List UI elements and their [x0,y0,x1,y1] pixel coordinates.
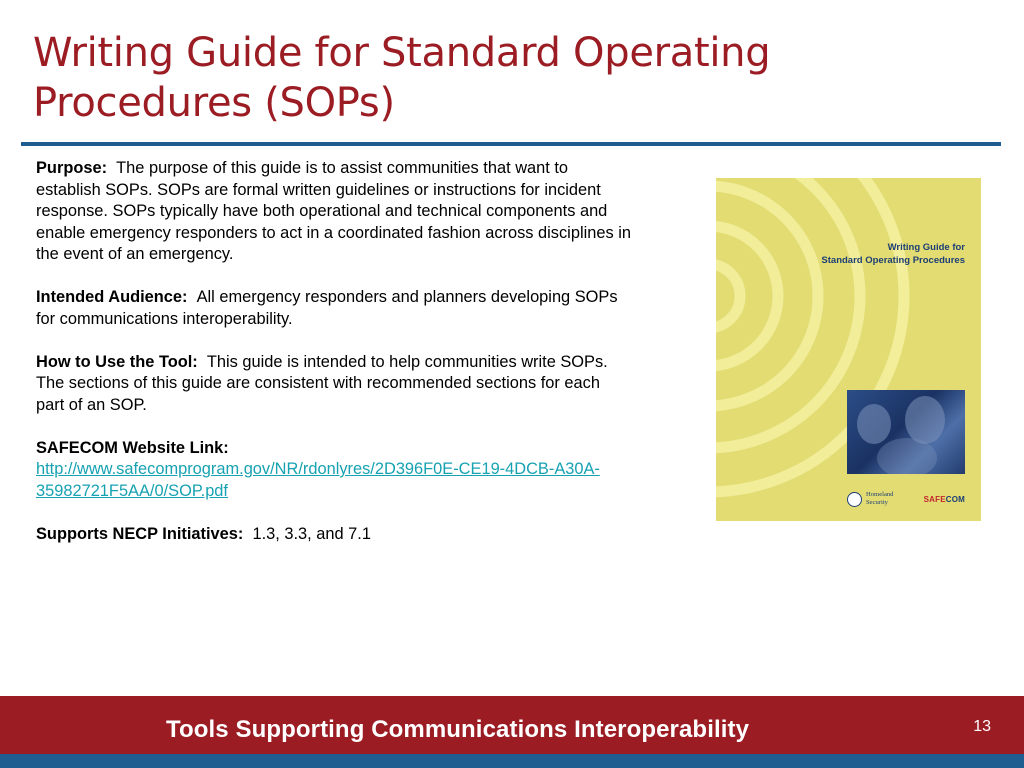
necp-label: Supports NECP Initiatives: [36,524,244,543]
dhs-line1: Homeland [866,491,894,498]
link-label: SAFECOM Website Link: [36,438,229,457]
page-number: 13 [973,718,991,735]
howto-label: How to Use the Tool: [36,352,198,371]
purpose-paragraph [36,158,632,266]
photo-figure [877,438,937,474]
responders-photo [847,390,965,474]
footer-band [0,754,1024,768]
safecom-link[interactable]: http://www.safecomprogram.gov/NR/rdonlyres/2D396F0E-CE19-4DCB-A30A-35982721F5AA/0/SOP.pdf [36,460,600,500]
footer-title: Tools Supporting Communications Interoperability [166,716,750,743]
slide-title: Writing Guide for Standard Operating Procedures (SOPs) [33,30,771,126]
safecom-logo [924,495,965,504]
title-divider [21,142,1001,146]
photo-figure [857,404,891,444]
purpose-label: Purpose: [36,159,108,177]
purpose-text: The purpose of this guide is to assist communities that want to establish SOPs. SOPs are formal written guidelines or instructions for incident response. SOPs typically have both operational and technical components and enable emergency responders to act in a coordinated fashion across disciplines in the event of an emergency. [36,159,631,263]
guide-cover-image [716,178,981,521]
howto-paragraph [36,352,632,417]
dhs-logo-text [866,491,893,506]
cover-title-line1: Writing Guide for [887,242,965,253]
photo-figure [905,396,945,444]
necp-paragraph [36,524,632,546]
dhs-line2: Security [866,498,888,506]
audience-paragraph [36,287,632,330]
link-paragraph [36,438,632,503]
cover-logos [847,490,967,512]
howto-text: This guide is intended to help communities write SOPs. The sections of this guide are consistent with recommended sections for each part of an SOP. [36,352,608,414]
cover-title-line2: Standard Operating Procedures [821,255,965,266]
safecom-logo-part1: SAFE [923,495,946,504]
cover-title [821,241,965,267]
necp-text: 1.3, 3.3, and 7.1 [252,524,371,543]
audience-label: Intended Audience: [36,288,188,306]
slide-content [36,158,632,567]
audience-text: All emergency responders and planners developing SOPs for communications interoperability. [36,288,618,328]
dhs-seal-icon [847,492,862,507]
footer-bar [0,696,1024,754]
safecom-logo-part2: COM [945,495,965,504]
